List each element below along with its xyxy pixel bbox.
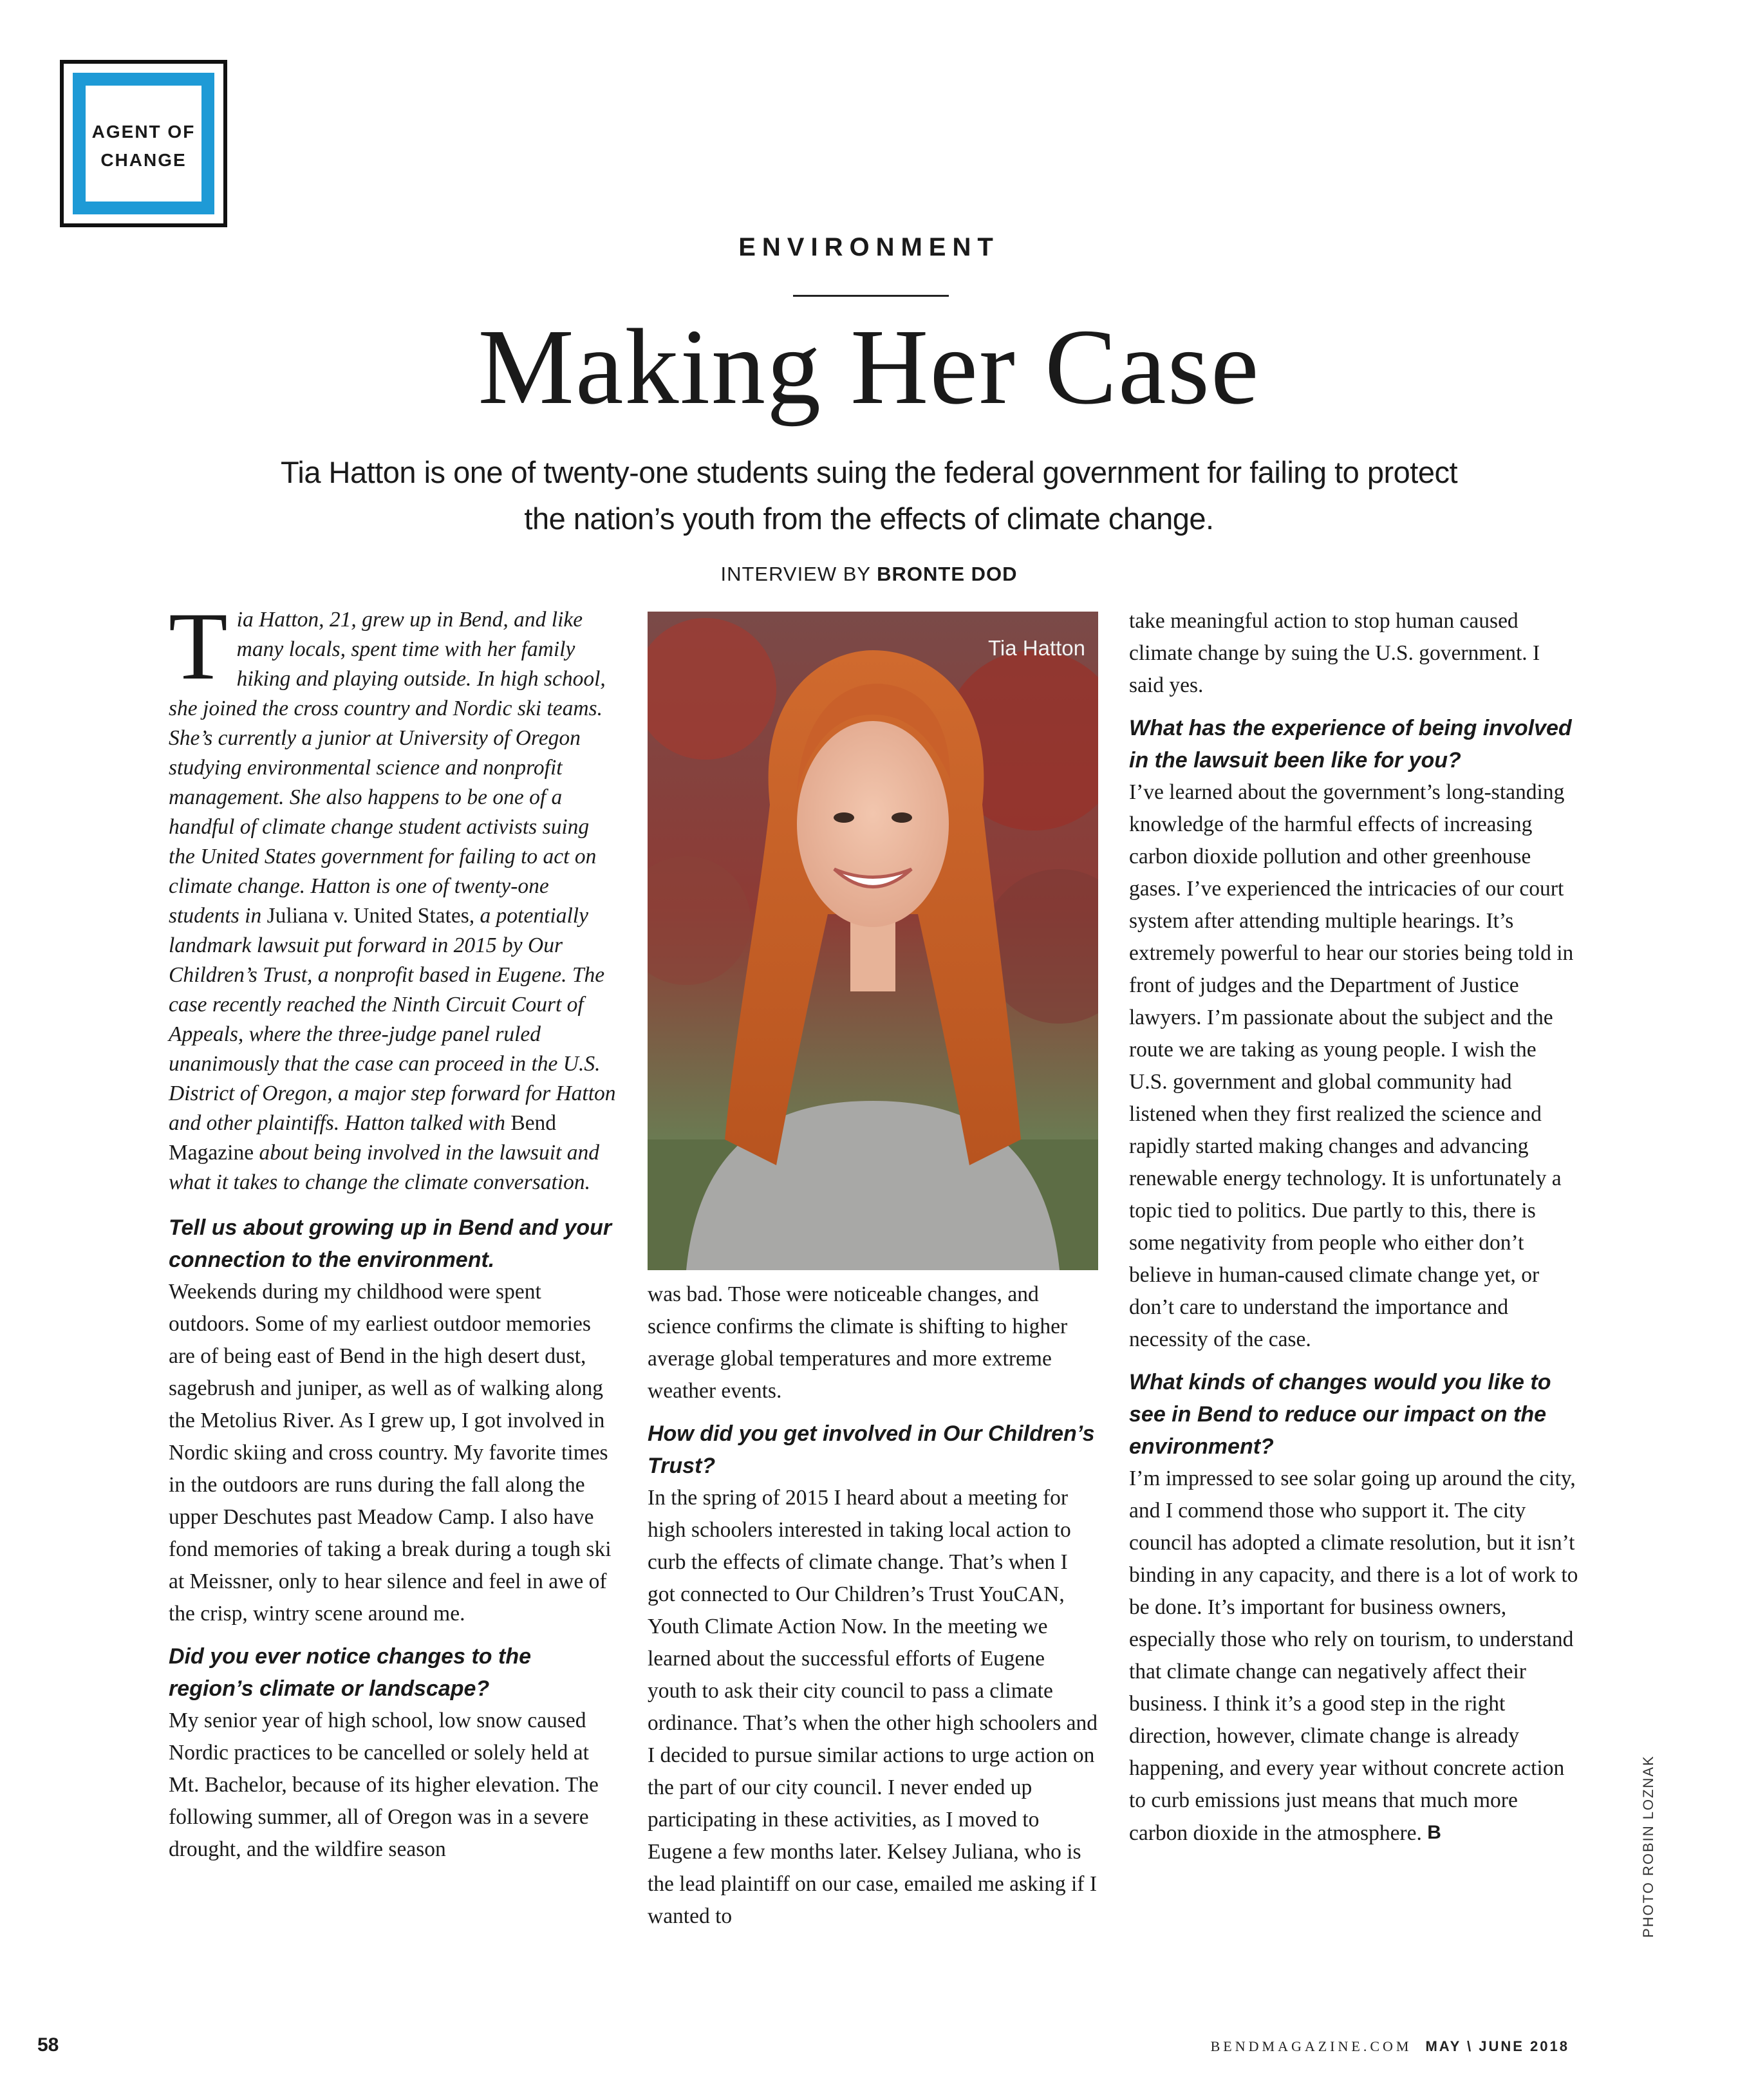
badge-blue-frame — [73, 73, 214, 214]
question-4: What has the experience of being involved in the lawsuit been like for you? — [1129, 716, 1572, 773]
answer-5 — [1129, 1463, 1580, 1850]
question-3: How did you get involved in Our Children’s Trust? — [648, 1421, 1095, 1478]
deck: Tia Hatton is one of twenty-one students suing the federal government for failing to protect the nation’s youth from the effects of climate change. — [280, 455, 1458, 536]
agent-of-change-badge — [60, 60, 227, 227]
footer-issue: MAY \ JUNE 2018 — [1425, 2038, 1569, 2054]
byline — [0, 563, 1738, 586]
question-2: Did you ever notice changes to the region’s climate or landscape? — [169, 1644, 532, 1701]
column-3 — [1129, 605, 1580, 1850]
intro-text-2: , a potentially landmark lawsuit put forward in 2015 by Our Children’s Trust, a nonprofit based in Eugene. The case recently reached the Ninth Circuit Court of Appeals, where the three-judge panel ruled unanimously that the case can proceed in the U.S. District of Oregon, a major step forward for Hatton and other plaintiffs. Hatton talked with — [169, 904, 616, 1135]
magazine-name: Bend Magazine — [169, 1111, 557, 1165]
question-1: Tell us about growing up in Bend and your connection to the environment. — [169, 1215, 612, 1272]
photo-credit: PHOTO ROBIN LOZNAK — [1640, 1755, 1656, 1938]
intro-text: ia Hatton, 21, grew up in Bend, and like many locals, spent time with her family hiking and playing outside. In high school, she joined the cross country and Nordic ski teams. She’s currently a junior at University of Oregon studying environmental science and nonprofit management. She also happens to be one of a handful of climate change student activists suing the United States government for failing to act on climate change. Hatton is one of twenty-one students in — [169, 608, 606, 928]
drop-cap: T — [169, 593, 228, 700]
section-kicker: ENVIRONMENT — [738, 233, 1000, 261]
photo-caption: Tia Hatton — [987, 636, 1085, 660]
answer-1: Weekends during my childhood were spent outdoors. Some of my earliest outdoor memories are of being east of Bend in the high desert dust, sagebrush and juniper, as well as of walking along the Metolius River. As I grew up, I got involved in Nordic skiing and cross country. My favorite times in the outdoors are runs during the fall along the upper Deschutes past Meadow Camp. I also have fond memories of taking a break during a tough ski at Meissner, only to hear silence and feel in awe of the crisp, wintry scene around me. — [169, 1280, 612, 1626]
answer-3-part-2: take meaningful action to stop human caused climate change by suing the U.S. government. I said yes. — [1129, 609, 1540, 697]
column-2 — [648, 1279, 1098, 1933]
question-5: What kinds of changes would you like to see in Bend to reduce our impact on the environment? — [1129, 1370, 1551, 1459]
footer-site: BENDMAGAZINE.COM — [1210, 2038, 1412, 2054]
byline-author: BRONTE DOD — [877, 563, 1018, 585]
byline-prefix: INTERVIEW BY — [720, 563, 871, 585]
answer-3-part-1: In the spring of 2015 I heard about a meeting for high schoolers interested in taking local action to curb the effects of climate change. That’s when I got connected to Our Children’s Trust YouCAN, Youth Climate Action Now. In the meeting we learned about the successful efforts of Eugene youth to ask their city council to pass a climate ordinance. That’s when the other high schoolers and I decided to pursue similar actions to urge action on the part of our city council. I never ended up participating in these activities, as I moved to Eugene a few months later. Kelsey Juliana, who is the lead plaintiff on our case, emailed me asking if I wanted to — [648, 1486, 1098, 1928]
badge-line-1: AGENT OF — [91, 122, 196, 142]
answer-2-part-1: My senior year of high school, low snow caused Nordic practices to be cancelled or solely held at Mt. Bachelor, because of its higher elevation. The following summer, all of Oregon was in a severe drought, and the wildfire season — [169, 1709, 599, 1861]
footer-folio — [1211, 2038, 1569, 2055]
page-number: 58 — [37, 2034, 59, 2056]
end-mark-logo: B — [1427, 1822, 1441, 1843]
page-title: Making Her Case — [478, 307, 1260, 427]
answer-4: I’ve learned about the government’s long-standing knowledge of the harmful effects of increasing carbon dioxide pollution and other greenhouse gases. I’ve experienced the intricacies of our court system after attending multiple hearings. It’s extremely powerful to hear our stories being told in front of judges and the Department of Justice lawyers. I’m passionate about the subject and the route we are taking as young people. I wish the U.S. government and global community had listened when they first realized the science and rapidly started making changes and advancing renewable energy technology. It is unfortunately a topic tied to politics. Due partly to this, there is some negativity from people who either don’t believe in human-caused climate change yet, or don’t care to understand the importance and necessity of the case. — [1129, 780, 1574, 1351]
badge-line-2: CHANGE — [100, 150, 187, 170]
intro-text-3: about being involved in the lawsuit and what it takes to change the climate conversation. — [169, 1141, 599, 1194]
case-name: Juliana v. United States — [266, 904, 469, 928]
intro-paragraph — [169, 593, 619, 1197]
portrait-photo — [648, 612, 1098, 1270]
badge-label — [86, 118, 201, 174]
answer-5-text: I’m impressed to see solar going up around the city, and I commend those who support it. The city council has adopted a climate resolution, but it isn’t binding in any capacity, and there is a lot of work to be done. It’s important for business owners, especially those who rely on tourism, to understand that climate change can negatively affect their business. I think it’s a good step in the right direction, however, climate change is already happening, and every year without concrete action to curb emissions just means that much more carbon dioxide in the atmosphere. — [1129, 1467, 1578, 1845]
kicker-rule — [793, 295, 949, 297]
portrait-image — [648, 612, 1098, 1270]
column-1 — [169, 593, 619, 1866]
answer-2-part-2: was bad. Those were noticeable changes, and science confirms the climate is shifting to higher average global temperatures and more extreme weather events. — [648, 1282, 1068, 1403]
